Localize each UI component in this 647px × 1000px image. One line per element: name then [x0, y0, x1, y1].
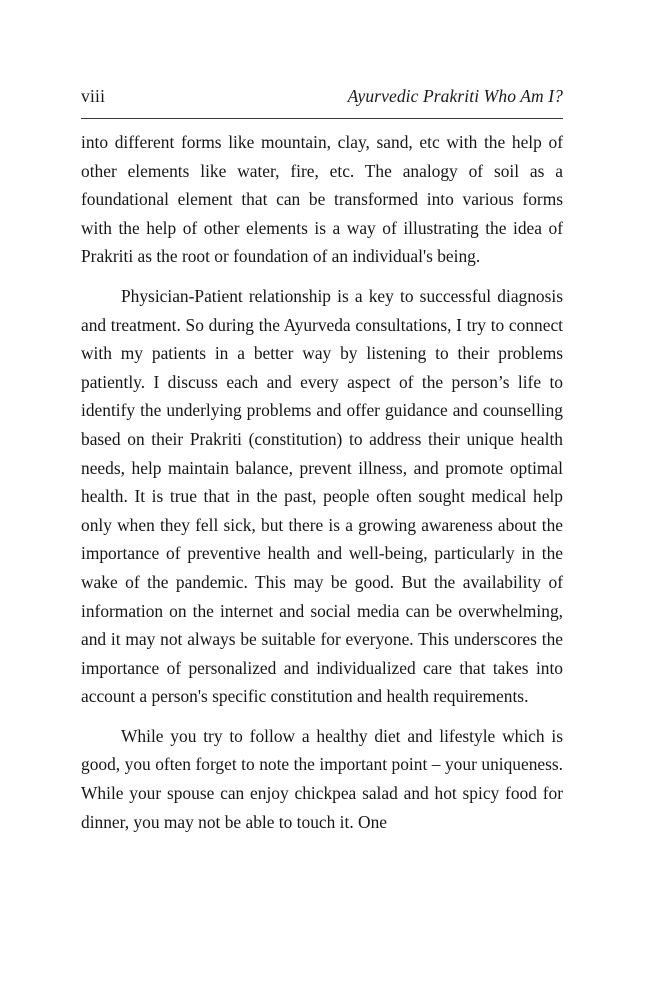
running-head-title: Ayurvedic Prakriti Who Am I?: [347, 86, 563, 106]
header-rule: [81, 118, 563, 119]
paragraph-1: into different forms like mountain, clay, sand, etc with the help of other elements like water, fire, etc. The analogy of soil as a foundational element that can be transformed into various forms with the help of other elements is a way of illustrating the idea of Prakriti as the root or foundation of an individual's being.: [81, 132, 563, 267]
paragraph-3: While you try to follow a healthy diet and lifestyle which is good, you often forget to note the important point – your uniqueness. While your spouse can enjoy chickpea salad and hot spicy food for dinner, you may not be able to touch it. One: [81, 725, 563, 832]
body-text: [81, 128, 563, 836]
running-head: [81, 86, 563, 108]
paragraph-2: Physician-Patient relationship is a key to successful diagnosis and treatment. So during the Ayurveda consultations, I try to connect with my patients in a better way by listening to their problems patiently. I discuss each and every aspect of the person’s life to identify the underlying problems and offer guidance and counselling based on their Prakriti (constitution) to address their unique health needs, help maintain balance, prevent illness, and promote optimal health. It is true that in the past, people often sought medical help only when they fell sick, but there is a growing awareness about the importance of preventive health and well-being, particularly in the wake of the pandemic. This may be good. But the availability of information on the internet and social media can be overwhelming, and it may not always be suitable for everyone. This underscores the importance of personalized and individualized care that takes into account a person's specific constitution and health requirements.: [81, 285, 563, 707]
page-number: viii: [81, 86, 106, 106]
